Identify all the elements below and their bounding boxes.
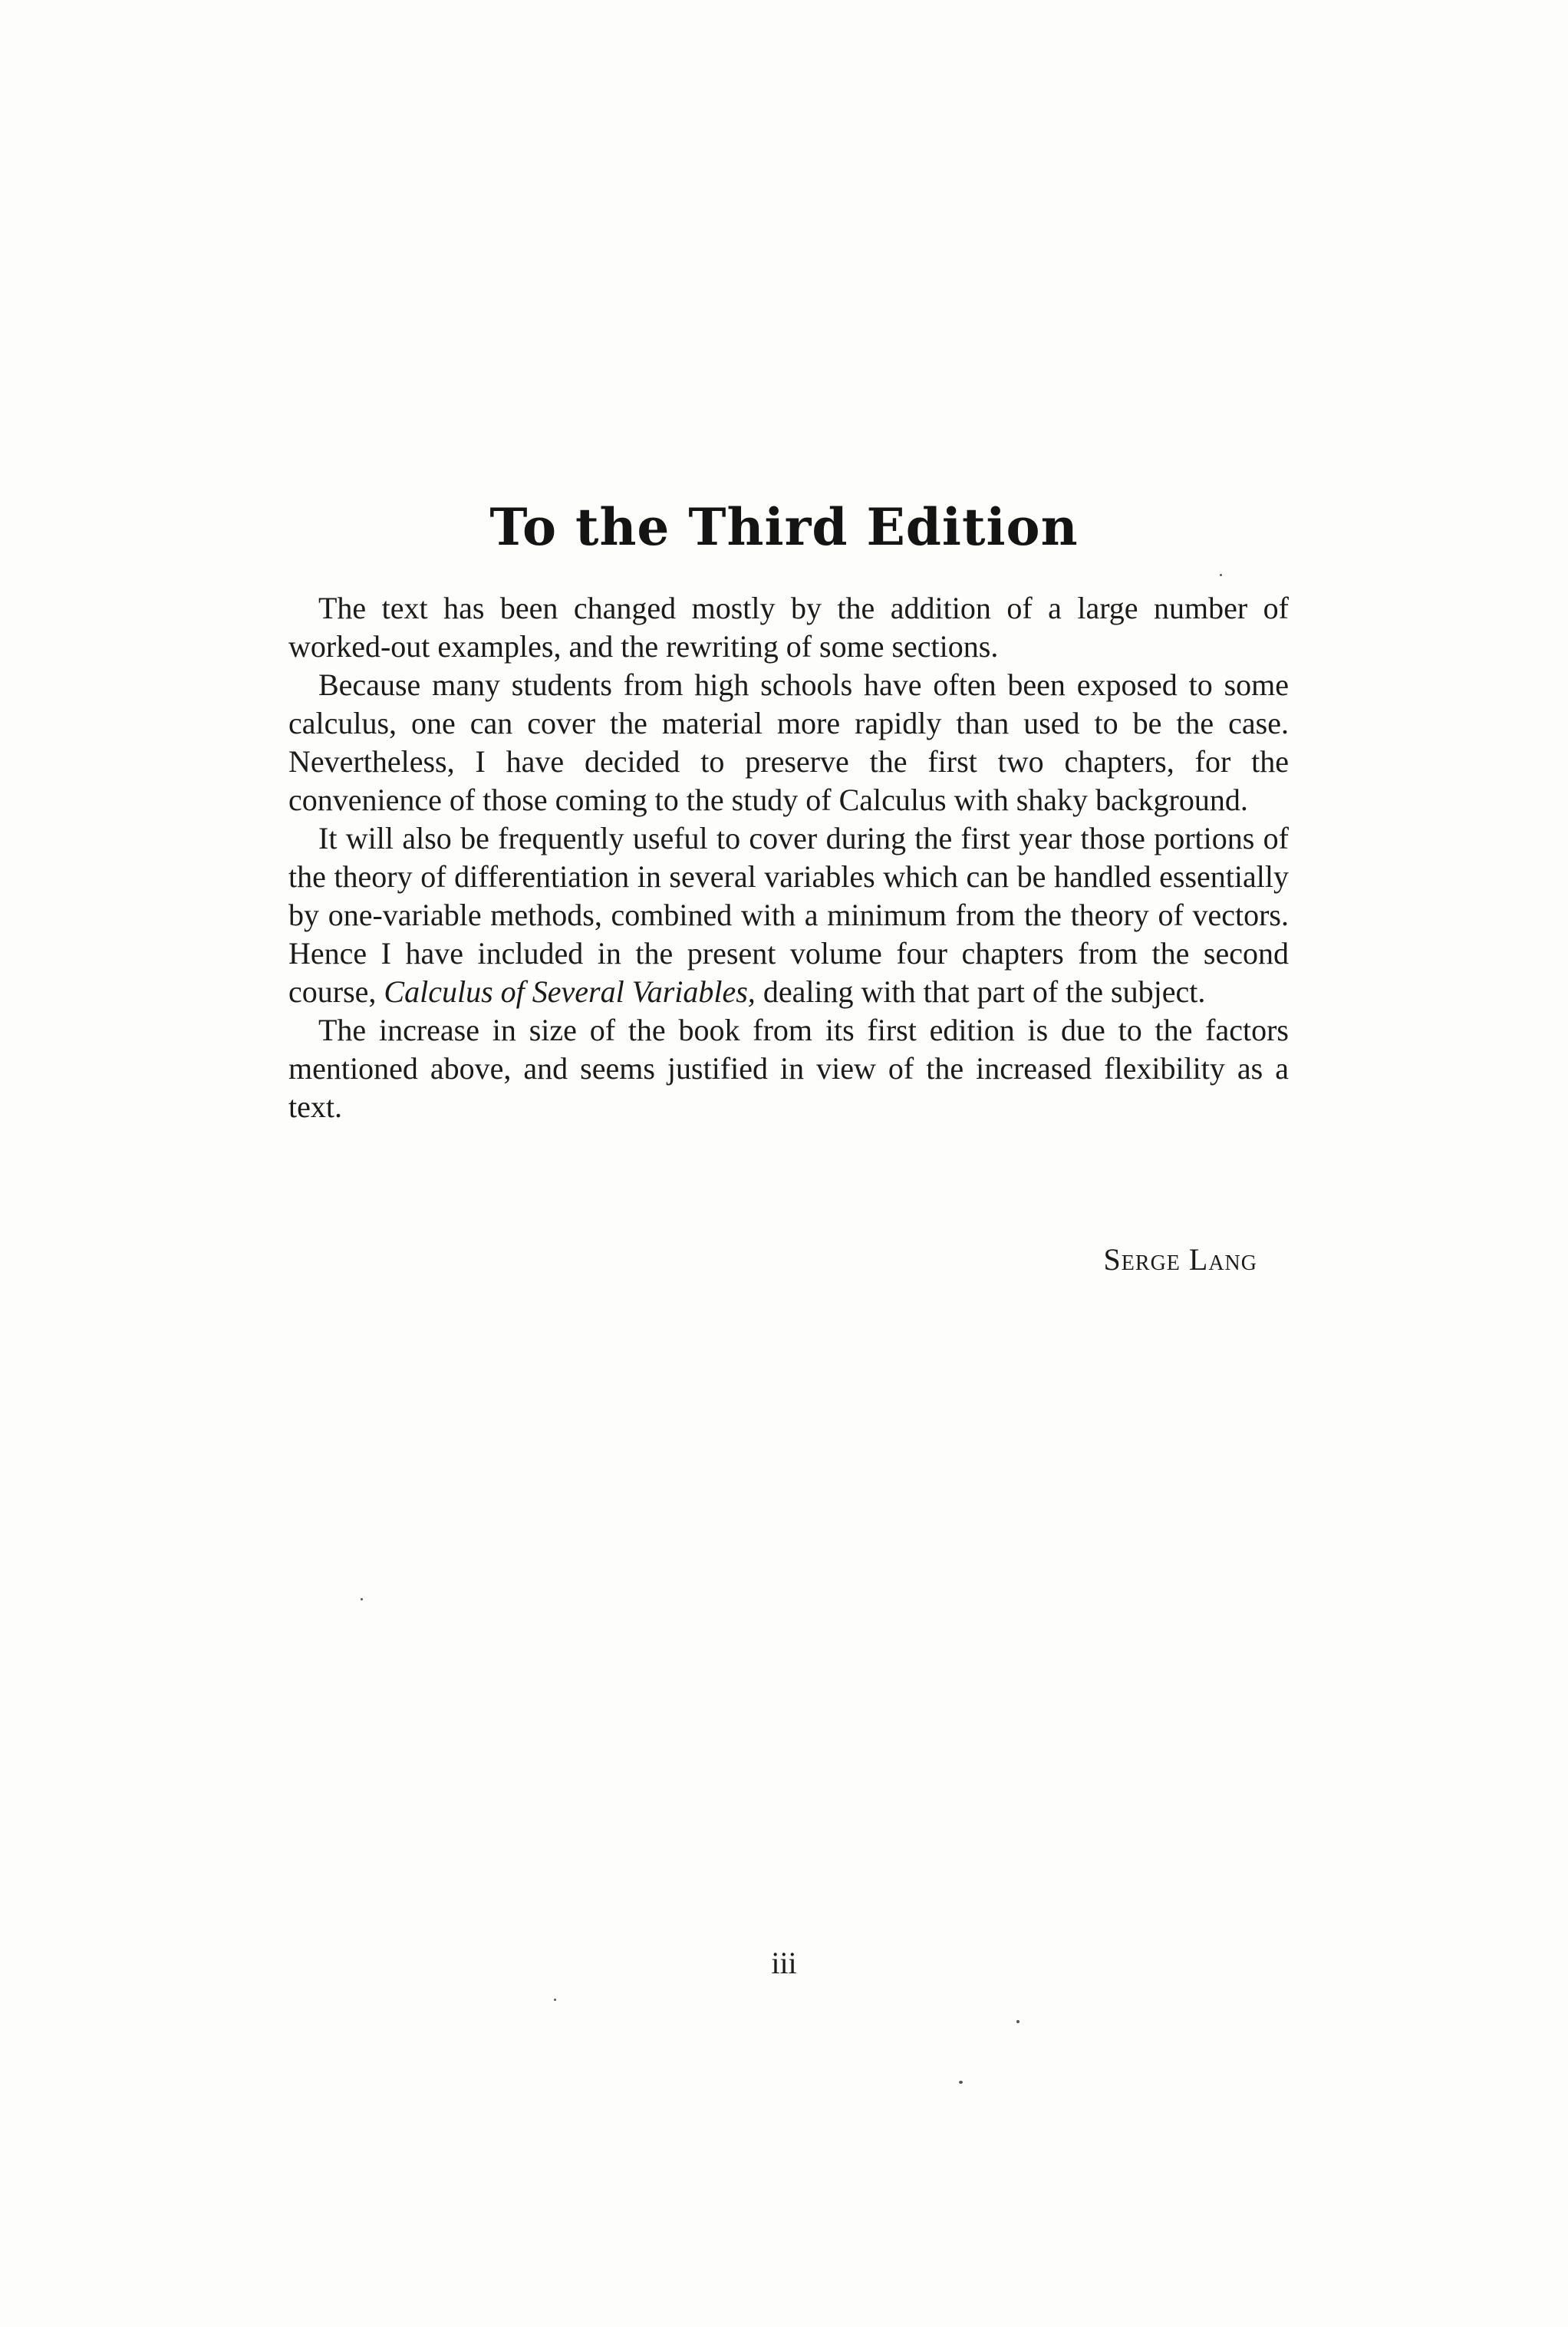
paragraph-3-text-end: dealing with that part of the subject.: [755, 974, 1206, 1009]
scan-speck: [554, 1999, 556, 2001]
preface-body: [288, 589, 1289, 1126]
book-title-italic: Calculus of Several Variables,: [384, 974, 756, 1009]
paragraph-1: The text has been changed mostly by the addition of a large number of worked-out examples, and the rewriting of some sections.: [288, 591, 1289, 664]
paragraph-4: The increase in size of the book from its first edition is due to the factors mentioned above, and seems justified in view of the increased flexibility as a text.: [288, 1013, 1289, 1124]
paragraph-3-text-start: It will also be frequently useful to cover during the first year those portions of the theory of differentiation in several variables which can be handled essentially by one-variable methods, combined with a minimum from the theory of vectors. Hence I have included in the present volume four chapters from the second course,: [288, 821, 1289, 1009]
author-signature: Serge Lang: [1103, 1242, 1257, 1277]
page-number: iii: [771, 1946, 797, 1980]
scan-speck: [1016, 2020, 1020, 2023]
scan-speck: [959, 2081, 963, 2084]
scan-speck: [361, 1598, 363, 1600]
paragraph-2: Because many students from high schools have often been exposed to some calculus, one can cover the material more rapidly than used to be the case. Nevertheless, I have decided to preserve the first two chapters, for the convenience of those coming to the study of Calculus with shaky background.: [288, 667, 1289, 817]
page-title: To the Third Edition: [489, 497, 1079, 558]
scan-speck: [1220, 574, 1222, 576]
paragraph-3: [288, 819, 1289, 1011]
